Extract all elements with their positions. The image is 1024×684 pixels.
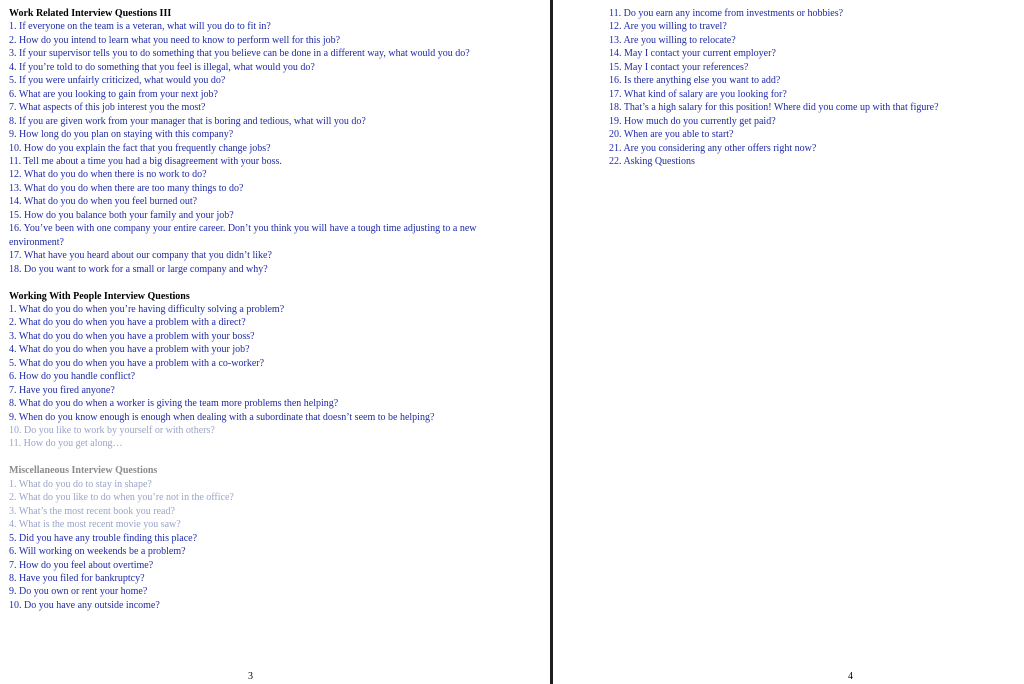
question-item: 6. How do you handle conflict?	[9, 371, 136, 383]
page-3-content	[9, 7, 489, 626]
question-item: 5. Did you have any trouble finding this place?	[9, 532, 198, 544]
question-item: 9. When do you know enough is enough when dealing with a subordinate that doesn’t seem to be helping?	[9, 411, 435, 423]
question-item: 21. Are you considering any other offers right now?	[609, 142, 817, 154]
question-item: 4. What do you do when you have a problem with your job?	[9, 344, 250, 356]
question-item: 7. What aspects of this job interest you the most?	[9, 102, 206, 114]
section-work-related	[9, 7, 489, 276]
question-item: 3. What do you do when you have a problem with your boss?	[9, 330, 255, 342]
page-number: 3	[248, 671, 253, 682]
question-item: 14. What do you do when you feel burned out?	[9, 196, 198, 208]
question-item: 11. Tell me about a time you had a big disagreement with your boss.	[9, 155, 282, 167]
question-item: 7. Have you fired anyone?	[9, 384, 115, 396]
question-item: 19. How much do you currently get paid?	[609, 115, 776, 127]
question-item: 4. What is the most recent movie you saw?	[9, 519, 181, 531]
question-item: 17. What kind of salary are you looking for?	[609, 88, 787, 100]
page-4	[553, 0, 1024, 684]
question-item: 3. What’s the most recent book you read?	[9, 505, 175, 517]
question-item: 17. What have you heard about our company that you didn’t like?	[9, 250, 272, 262]
question-item: 8. What do you do when a worker is giving the team more problems then helping?	[9, 398, 339, 410]
question-item: 6. What are you looking to gain from your next job?	[9, 88, 218, 100]
question-item: 18. Do you want to work for a small or large company and why?	[9, 263, 268, 275]
section-miscellaneous	[9, 464, 489, 612]
question-item: 10. Do you have any outside income?	[9, 599, 160, 611]
question-item: 8. If you are given work from your manager that is boring and tedious, what will you do?	[9, 115, 366, 127]
section-heading: Miscellaneous Interview Questions	[9, 465, 158, 477]
question-item: 8. Have you filed for bankruptcy?	[9, 573, 145, 584]
question-item: 10. Do you like to work by yourself or with others?	[9, 425, 215, 437]
question-item: 5. If you were unfairly criticized, what would you do?	[9, 75, 226, 87]
question-item: 1. If everyone on the team is a veteran, what will you do to fit in?	[9, 21, 271, 33]
question-item: 10. How do you explain the fact that you frequently change jobs?	[9, 142, 271, 154]
question-item: 13. What do you do when there are too many things to do?	[9, 182, 244, 194]
question-item: 1. What do you do when you’re having difficulty solving a problem?	[9, 303, 285, 315]
question-item: 9. Do you own or rent your home?	[9, 586, 148, 598]
question-item: 16. You’ve been with one company your entire career. Don’t you think you will have a tough time adjusting to a new environment?	[9, 223, 477, 248]
question-item: 5. What do you do when you have a problem with a co-worker?	[9, 357, 265, 369]
section-working-with-people	[9, 290, 489, 451]
page-number: 4	[848, 671, 853, 682]
question-item: 6. Will working on weekends be a problem?	[9, 546, 186, 558]
question-item: 22. Asking Questions	[609, 155, 695, 167]
question-item: 18. That’s a high salary for this position! Where did you come up with that figure?	[609, 102, 939, 114]
question-item: 14. May I contact your current employer?	[609, 48, 776, 60]
question-item: 13. Are you willing to relocate?	[609, 34, 736, 46]
question-item: 16. Is there anything else you want to add?	[609, 75, 781, 87]
question-item: 12. Are you willing to travel?	[609, 21, 727, 33]
question-item: 15. May I contact your references?	[609, 61, 749, 73]
question-item: 1. What do you do to stay in shape?	[9, 478, 152, 490]
question-item: 2. What do you like to do when you’re not in the office?	[9, 492, 234, 504]
page-4-content	[609, 7, 1019, 168]
question-item: 2. How do you intend to learn what you need to know to perform well for this job?	[9, 34, 341, 46]
question-item: 9. How long do you plan on staying with this company?	[9, 129, 234, 141]
question-item: 4. If you’re told to do something that you feel is illegal, what would you do?	[9, 61, 315, 73]
question-item: 12. What do you do when there is no work to do?	[9, 169, 207, 181]
section-heading: Work Related Interview Questions III	[9, 8, 172, 19]
question-item: 15. How do you balance both your family and your job?	[9, 209, 234, 221]
question-item: 11. How do you get along…	[9, 438, 123, 450]
section-heading: Working With People Interview Questions	[9, 290, 190, 302]
question-item: 2. What do you do when you have a problem with a direct?	[9, 317, 246, 329]
question-item: 7. How do you feel about overtime?	[9, 559, 154, 571]
question-item: 3. If your supervisor tells you to do something that you believe can be done in a different way, what would you do?	[9, 48, 470, 60]
question-item: 11. Do you earn any income from investments or hobbies?	[609, 8, 844, 19]
question-item: 20. When are you able to start?	[609, 129, 734, 141]
